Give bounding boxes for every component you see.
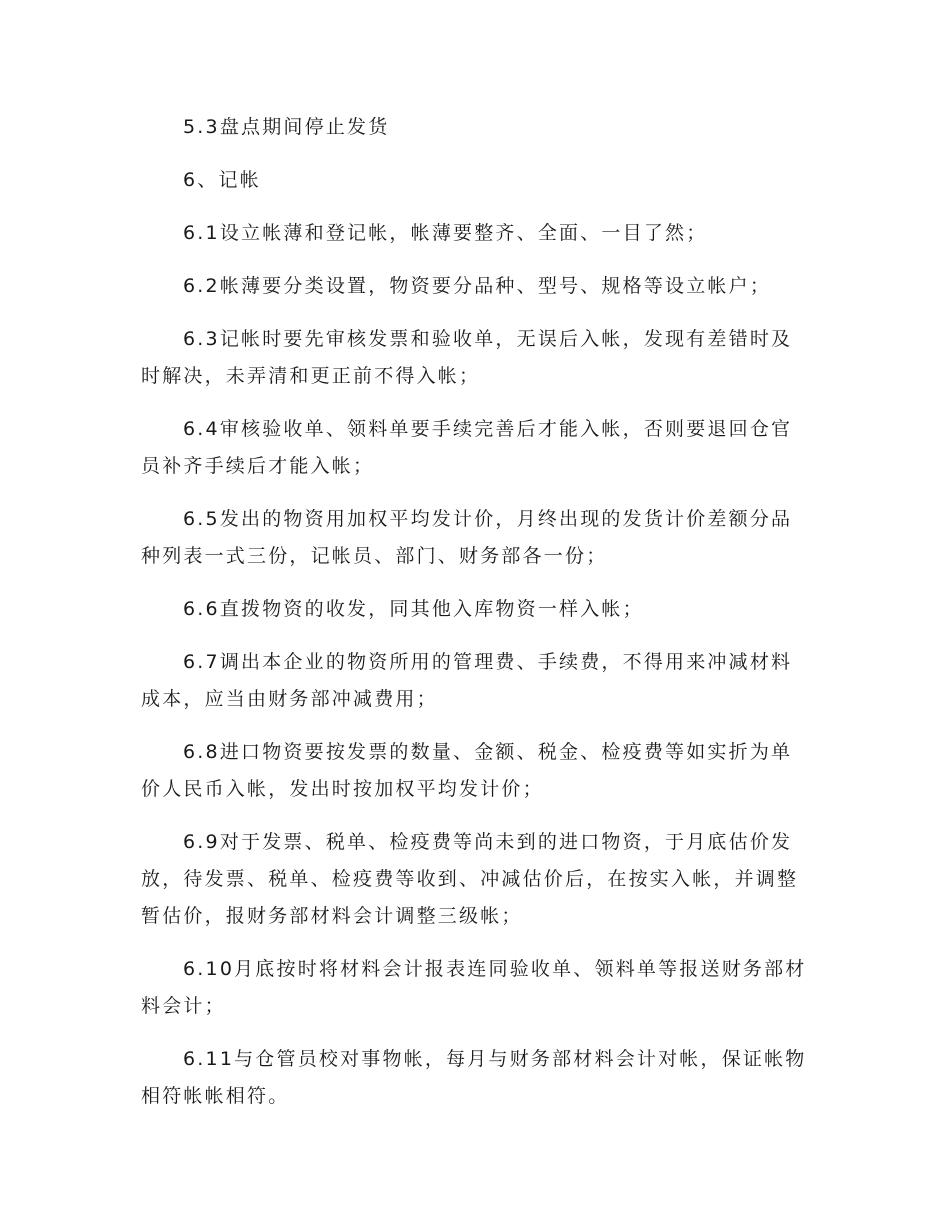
- paragraph-6-2: 6.2帐薄要分类设置，物资要分品种、型号、规格等设立帐户；: [183, 275, 772, 297]
- paragraph-6-5: 6.5发出的物资用加权平均发计价，月终出现的发货计价差额分品种列表一式三份，记帐员、部门、财务部各一份；: [141, 508, 793, 567]
- paragraph-6-9: 6.9对于发票、税单、检疫费等尚未到的进口物资，于月底估价发放，待发票、税单、检疫费等收到、冲减估价后，在按实入帐，并调整暂估价，报财务部材料会计调整三级帐；: [141, 831, 799, 927]
- paragraph-6-7: 6.7调出本企业的物资所用的管理费、手续费，不得用来冲减材料成本，应当由财务部冲减费用；: [141, 651, 793, 710]
- paragraph-5-3: 5.3盘点期间停止发货: [183, 116, 390, 138]
- paragraph-6-6: 6.6直拨物资的收发，同其他入库物资一样入帐；: [183, 598, 644, 620]
- paragraph-6-3: 6.3记帐时要先审核发票和验收单，无误后入帐，发现有差错时及时解决，未弄清和更正前不得入帐；: [141, 328, 793, 387]
- paragraph-6-4: 6.4审核验收单、领料单要手续完善后才能入帐，否则要退回仓官员补齐手续后才能入帐；: [141, 418, 793, 477]
- section-heading-6: 6、记帐: [183, 169, 261, 191]
- paragraph-6-1: 6.1设立帐薄和登记帐，帐薄要整齐、全面、一目了然；: [183, 222, 708, 244]
- paragraph-6-8: 6.8进口物资要按发票的数量、金额、税金、检疫费等如实折为单价人民币入帐，发出时按加权平均发计价；: [141, 741, 793, 800]
- paragraph-6-10: 6.10月底按时将材料会计报表连同验收单、领料单等报送财务部材料会计；: [141, 958, 807, 1017]
- paragraph-6-11: 6.11与仓管员校对事物帐，每月与财务部材料会计对帐，保证帐物相符帐帐相符。: [141, 1048, 807, 1107]
- document-body: [141, 109, 811, 1131]
